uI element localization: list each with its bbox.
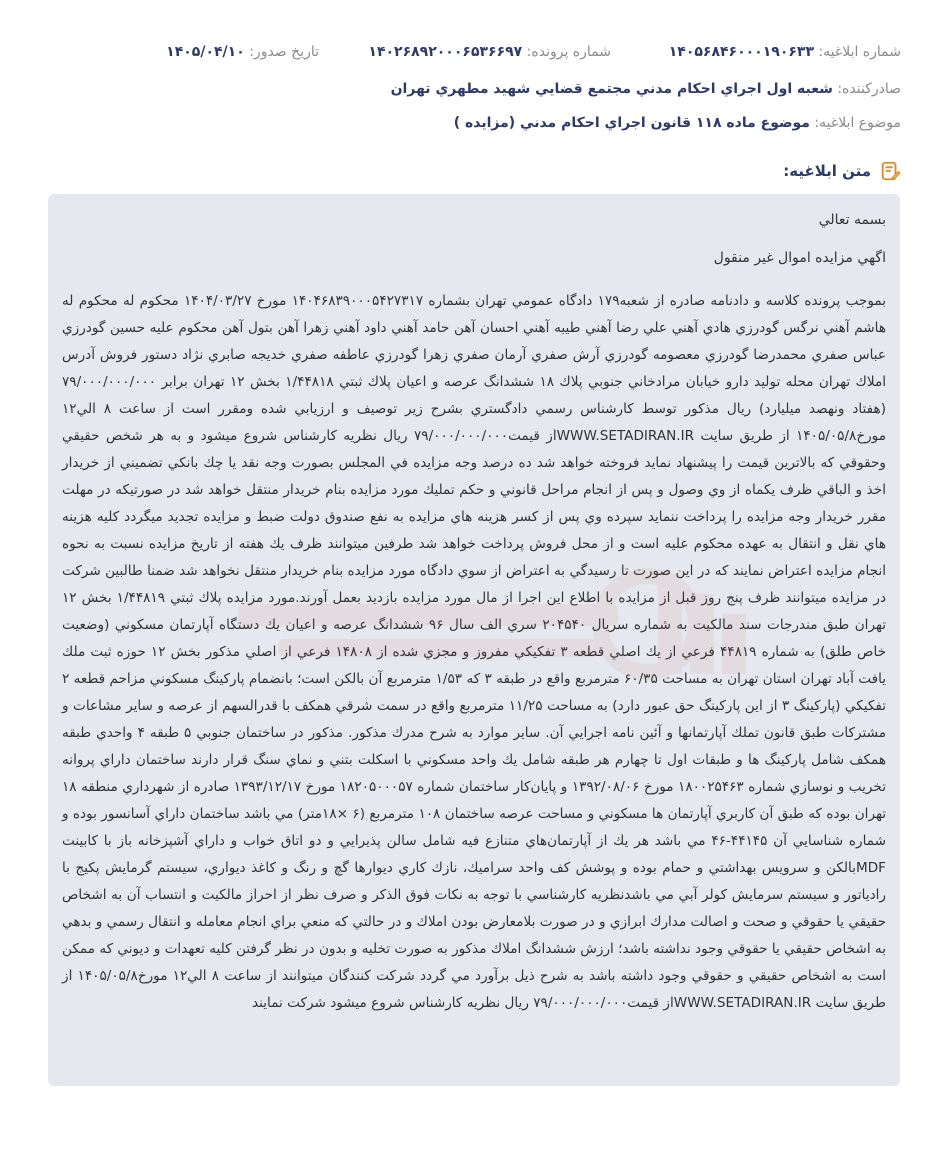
issuer-label: صادرکننده:: [837, 81, 901, 97]
notice-text-box: [48, 194, 900, 1086]
notice-number-label: شماره ابلاغيه:: [818, 44, 901, 60]
header-meta-row: [38, 44, 901, 68]
notice-opening: بسمه تعالي: [818, 212, 886, 228]
issuer-line: [391, 81, 901, 97]
issuer-value: شعبه اول اجراي احكام مدني مجتمع قضايي شهيد مطهري تهران: [390, 81, 833, 97]
notice-text-title: [783, 160, 901, 182]
notice-heading: اگهي مزايده اموال غير منقول: [713, 250, 886, 266]
subject-value: موضوع ماده ۱۱۸ قانون اجراي احكام مدني (مزايده ): [453, 115, 810, 131]
issue-date-value: ۱۴۰۵/۰۴/۱۰: [166, 44, 245, 60]
case-number-label: شماره پرونده:: [526, 44, 611, 60]
issue-date: [166, 44, 319, 60]
case-number: [368, 44, 611, 60]
subject-line: [454, 115, 901, 131]
case-number-value: ۱۴۰۲۶۸۹۲۰۰۰۶۵۳۶۶۹۷: [368, 44, 523, 60]
notice-number: [669, 44, 901, 60]
notice-text-title-label: متن ابلاغيه:: [783, 162, 871, 180]
notice-body-text: بموجب پرونده كلاسه و دادنامه صادره از شعبه۱۷۹ دادگاه عمومي تهران بشماره ۱۴۰۴۶۸۳۹۰۰۰۵۴۲۷۳۱۷ مورخ ۱۴۰۴/۰۳/۲۷ محكوم له محكوم له هاشم آهني نرگس گودرزي هادي آهني علي رضا آهني طيبه آهني احسان آهن حامد آهني داود آهني زهرا آهن بتول آهن محكوم عليه حسين گودرزي عباس صفري محمدرضا گودرزي معصومه گودرزي آرش صفري آرمان صفري زهرا گودرزي عاطفه صفري خديجه صابري نژاد دستور فروش آدرس املاك تهران محله توليد دارو خيابان مرادخاني جنوبي پلاك ۱۸ ششدانگ عرصه و اعيان پلاك ثبتي ۱/۴۴۸۱۸ بخش ۱۲ تهران برابر ۷۹/۰۰۰/۰۰۰/۰۰۰ (هفتاد ونهصد ميليارد) ريال مذكور توسط كارشناس رسمي دادگستري بشرح زير توصيف و ارزيابي شده ومقرر است از ساعت ۸ الي۱۲ مورخ۱۴۰۵/۰۵/۸ از طريق سايت WWW.SETADIRAN.IRاز قيمت۷۹/۰۰۰/۰۰۰/۰۰۰ ريال نظريه كارشناس شروع ميشود و به هر شخص حقيقي وحقوقي كه بالاترين قيمت را پيشنهاد نمايد فروخته خواهد شد ده درصد وجه مزايده في المجلس بصورت وجه نقد يا چك بانكي تضميني از خريدار اخذ و الباقي ظرف يكماه از وي وصول و پس از انجام مراحل قانوني و حكم تمليك مورد مزايده بنام خريدار منتقل خواهد شد در صورتيكه در مهلت مقرر خريدار وجه مزايده را پرداخت ننمايد سپرده وي پس از كسر هزينه هاي مزايده به نفع صندوق دولت ضبط و مزايده تجديد ميگردد كليه هزينه هاي نقل و انتقال به عهده محكوم عليه است و از محل فروش پرداخت خواهد شد طرفين ميتوانند ظرف يك هفته از تاريخ مزايده نسبت به نحوه انجام مزايده اعتراض نمايند كه در اين صورت تا رسيدگي به اعتراض از سوي دادگاه مورد مزايده بنام خريدار منتقل نخواهد شد ضمنا طالبين شركت در مزايده ميتوانند ظرف پنج روز قبل از مزايده با اطلاع اين اجرا از مال مورد مزايده بازديد بعمل آورند.مورد مزايده پلاك ثبتي ۱/۴۴۸۱۹ بخش ۱۲ تهران طبق مندرجات سند مالكيت به شماره سريال ۲۰۴۵۴۰ سري الف سال ۹۶ ششدانگ عرصه و اعيان يك دستگاه آپارتمان مسكوني (وضعيت خاص طلق) به شماره ۴۴۸۱۹ فرعي از يك اصلي قطعه ۳ تفكيكي مفروز و مجزي شده از ۱۴۸۰۸ فرعي از اصلي مذكور بخش ۱۲ حوزه ثبت ملك يافت آباد تهران استان تهران به مساحت ۶۰/۳۵ مترمربع واقع در طبقه ۳ كه ۱/۵۳ مترمربع آن بالكن است؛ بانضمام پاركينگ مسكوني مزاحم قطعه ۲ تفكيكي (پاركينگ ۳ از اين پاركينگ حق عبور دارد) به مساحت ۱۱/۲۵ مترمربع واقع در سمت شرقي همكف با قدرالسهم از عرصه و ساير مشاعات و مشتركات طبق قانون تملك آپارتمانها و آئين نامه اجرايي آن. ساير موارد به شرح مدرك مذكور. مذكور در ساختمان جنوبي ۵ طبقه ۴ واحدي طبقه همكف شامل پاركينگ ها و طبقات اول تا چهارم هر طبقه شامل يك واحد مسكوني با اسكلت بتني و نماي سنگ قرار دارند ساختمان داراي پروانه تخريب و نوسازي شماره ۱۸۰۰۲۵۴۶۳ مورخ ۱۳۹۲/۰۸/۰۶ و پايان‌كار ساختمان شماره ۱۸۲۰۵۰۰۰۵۷ مورخ ۱۳۹۳/۱۲/۱۷ صادره از شهرداري منطقه ۱۸ تهران بوده كه طبق آن كاربري آپارتمان ها مسكوني و مساحت عرصه ساختمان ۱۰۸ مترمربع (۶ ×۱۸متر) مي باشد ساختمان داراي آسانسور بوده و شماره شناسايي آن ۴۴۱۴۵-۴۶ مي باشد هر يك از آپارتمان‌هاي متنازع فيه شامل سالن پذيرايي و دو اتاق خواب و داراي آشپزخانه باز با كابينت MDFبالكن و سرويس بهداشتي و حمام بوده و پوشش كف واحد سراميك، نازك كاري ديوارها گچ و رنگ و كاغذ ديواري، سيستم گرمايش پكيج با رادياتور و سيستم سرمايش كولر آبي مي باشدنظريه كارشناسي با توجه به نكات فوق الذكر و صرف نظر از احراز مالكيت و انتساب آن به اشخاص حقيقي يا حقوقي و صحت و اصالت مدارك ابرازي و در صورت بلامعارض بودن املاك و در حالتي كه منعي براي انجام معامله و انتقال رسمي و بدهي به اشخاص حقيقي يا حقوقي وجود نداشته باشد؛ ارزش ششدانگ املاك مذكور به صورت تخليه و بدون در نظر گرفتن كليه تعهدات و ديوني كه ممكن است به اشخاص حقيقي و حقوقي وجود داشته باشد به شرح ذيل برآورد مي گردد شركت كنندگان ميتوانند از ساعت ۸ الي۱۲ مورخ۱۴۰۵/۰۵/۸ از طريق سايت WWW.SETADIRAN.IRاز قيمت۷۹/۰۰۰/۰۰۰/۰۰۰ ريال نظريه كارشناس شروع ميشود شركت نمايند: [62, 293, 887, 1011]
notice-number-value: ۱۴۰۵۶۸۴۶۰۰۰۱۹۰۶۳۳: [668, 44, 814, 60]
document-edit-icon: [879, 160, 901, 182]
subject-label: موضوع ابلاغيه:: [814, 115, 901, 131]
issue-date-label: تاريخ صدور:: [249, 44, 319, 60]
